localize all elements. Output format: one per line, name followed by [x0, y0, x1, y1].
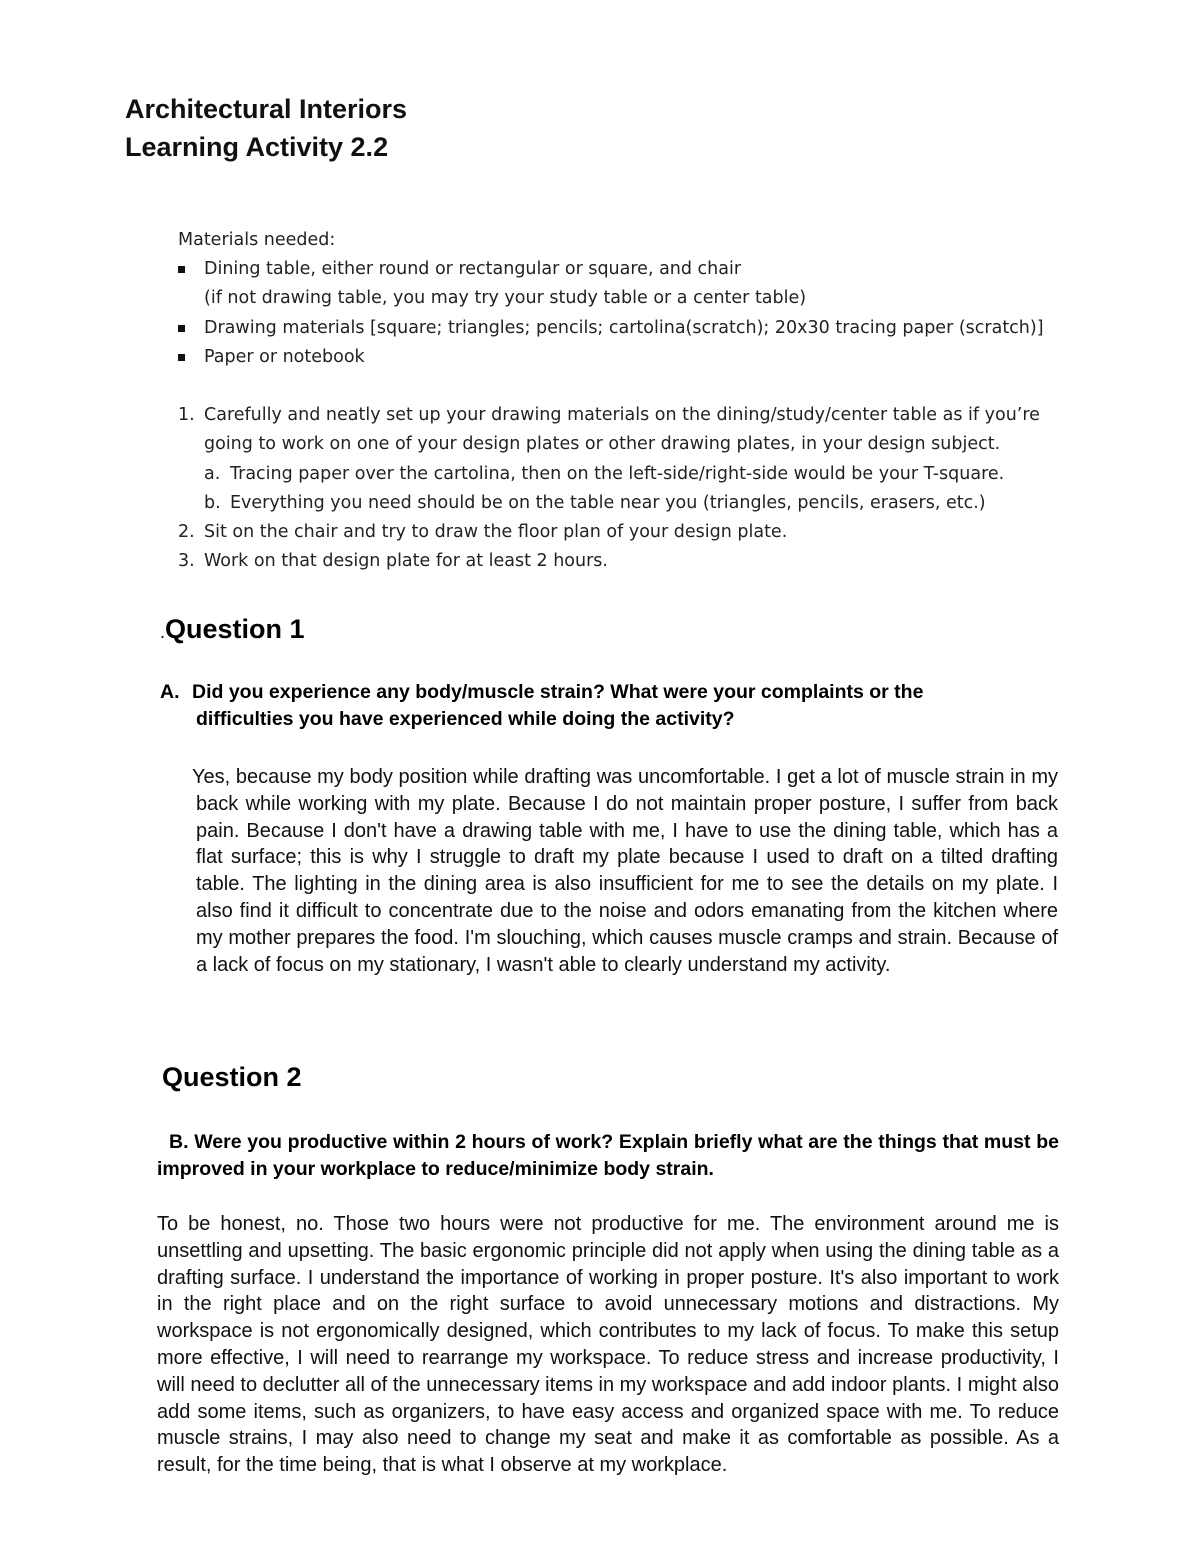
question-2-answer: To be honest, no. Those two hours were not productive for me. The environment around me is unsettling and upsetting. The basic ergonomic principle did not apply when using the dining table as a drafting surface. I understand the importance of working in proper posture. It's also important to work in the right place and on the right surface to avoid unnecessary motions and distractions. My workspace is not ergonomically designed, which contributes to my lack of focus. To make this setup more effective, I will need to rearrange my workspace. To reduce stress and increase productivity, I will need to declutter all of the unnecessary items in my workspace and add indoor plants. I might also add some items, such as organizers, to have easy access and organized space with me. To reduce muscle strains, I may also need to change my seat and make it as comfortable as possible. As a result, for the time being, that is what I observe at my workplace.	[157, 1213, 1059, 1477]
question-1-heading	[160, 614, 305, 645]
question-1-label: A.	[160, 681, 180, 703]
step-number: 2.	[178, 522, 195, 542]
question-1-prompt	[160, 679, 1070, 733]
question-1-prompt-line: Did you experience any body/muscle strain? What were your complaints or the	[192, 681, 924, 703]
question-1-prompt-line: difficulties you have experienced while doing the activity?	[196, 708, 735, 730]
step-text: Sit on the chair and try to draw the floor plan of your design plate.	[204, 522, 788, 542]
step-text: Tracing paper over the cartolina, then on the left-side/right-side would be your T-square.	[230, 464, 1005, 484]
materials-item-text: Dining table, either round or rectangular or square, and chair	[204, 259, 742, 279]
step-text: going to work on one of your design plates or other drawing plates, in your design subject.	[204, 434, 1001, 454]
step-sub-label: b.	[204, 493, 221, 513]
bullet-icon	[178, 354, 185, 361]
step-sub-label: a.	[204, 464, 221, 484]
document-title: Architectural Interiors	[125, 94, 408, 124]
heading-prefix: .	[160, 622, 166, 642]
materials-item-text: Paper or notebook	[204, 347, 365, 367]
step-number: 1.	[178, 405, 195, 425]
document-subtitle: Learning Activity 2.2	[125, 132, 389, 162]
materials-item-text: (if not drawing table, you may try your study table or a center table)	[204, 288, 807, 308]
step-number: 3.	[178, 551, 195, 571]
question-1-title: Question 1	[165, 614, 305, 644]
question-1-answer: Yes, because my body position while drafting was uncomfortable. I get a lot of muscle strain in my back while working with my plate. Because I do not maintain proper posture, I suffer from back pain. Because I don't have a drawing table with me, I have to use the dining table, which has a flat surface; this is why I struggle to draft my plate because I used to draft on a tilted drafting table. The lighting in the dining area is also insufficient for me to see the details on my plate. I also find it difficult to concentrate due to the noise and odors emanating from the kitchen where my mother prepares the food. I'm slouching, which causes muscle cramps and strain. Because of a lack of focus on my stationary, I wasn't able to clearly understand my activity.	[192, 766, 1058, 976]
bullet-icon	[178, 266, 185, 273]
question-2-prompt: B. Were you productive within 2 hours of work? Explain briefly what are the things that must be improved in your workplace to reduce/minimize body strain.	[157, 1131, 1059, 1180]
bullet-icon	[178, 325, 185, 332]
question-2-heading: Question 2	[162, 1062, 302, 1092]
materials-item-text: Drawing materials [square; triangles; pencils; cartolina(scratch); 20x30 tracing paper (scratch)]	[204, 318, 1044, 338]
step-text: Work on that design plate for at least 2 hours.	[204, 551, 608, 571]
materials-heading: Materials needed:	[178, 230, 336, 250]
step-text: Everything you need should be on the table near you (triangles, pencils, erasers, etc.)	[230, 493, 986, 513]
step-text: Carefully and neatly set up your drawing materials on the dining/study/center table as if you’re	[204, 405, 1040, 425]
